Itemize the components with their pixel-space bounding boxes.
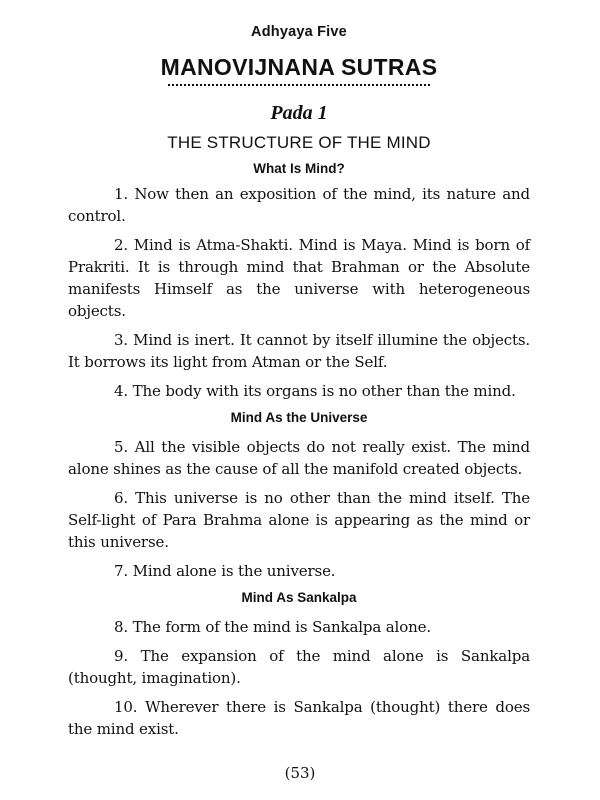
sutra-paragraph: 4. The body with its organs is no other than the mind. [114,382,516,400]
page-number: (53) [284,764,316,782]
subheading: What Is Mind? [253,161,345,176]
sutra-paragraph: 7. Mind alone is the universe. [114,562,336,580]
section-title: THE STRUCTURE OF THE MIND [167,133,431,152]
sutra-paragraph: 1. Now then an exposition of the mind, its nature and control. [68,185,530,225]
sutra-paragraph: 9. The expansion of the mind alone is Sankalpa (thought, imagination). [68,647,530,687]
pada-heading: Pada 1 [270,102,328,124]
chapter-title: MANOVIJNANA SUTRAS [160,54,438,80]
sutra-paragraph: 3. Mind is inert. It cannot by itself illumine the objects. It borrows its light from Atman or the Self. [68,331,530,371]
subheading: Mind As Sankalpa [241,590,357,605]
sutra-paragraph: 8. The form of the mind is Sankalpa alone. [114,618,431,636]
sutra-group-what-is-mind [68,161,530,402]
sutra-group-mind-as-sankalpa [68,590,530,740]
title-dotted-rule [168,84,430,86]
sutra-paragraph: 6. This universe is no other than the mind itself. The Self-light of Para Brahma alone is appearing as the mind or this universe. [68,489,530,551]
sutra-paragraph: 5. All the visible objects do not really exist. The mind alone shines as the cause of all the manifold created objects. [68,438,530,478]
subheading: Mind As the Universe [230,410,368,425]
sutra-paragraph: 10. Wherever there is Sankalpa (thought) there does the mind exist. [68,698,530,738]
book-page [68,24,530,740]
sutra-paragraph: 2. Mind is Atma-Shakti. Mind is Maya. Mind is born of Prakriti. It is through mind that Brahman or the Absolute manifests Himself as the universe with heterogeneous objects. [68,236,530,320]
sutra-group-mind-as-universe [68,410,530,582]
adhyaya-heading: Adhyaya Five [251,24,347,40]
